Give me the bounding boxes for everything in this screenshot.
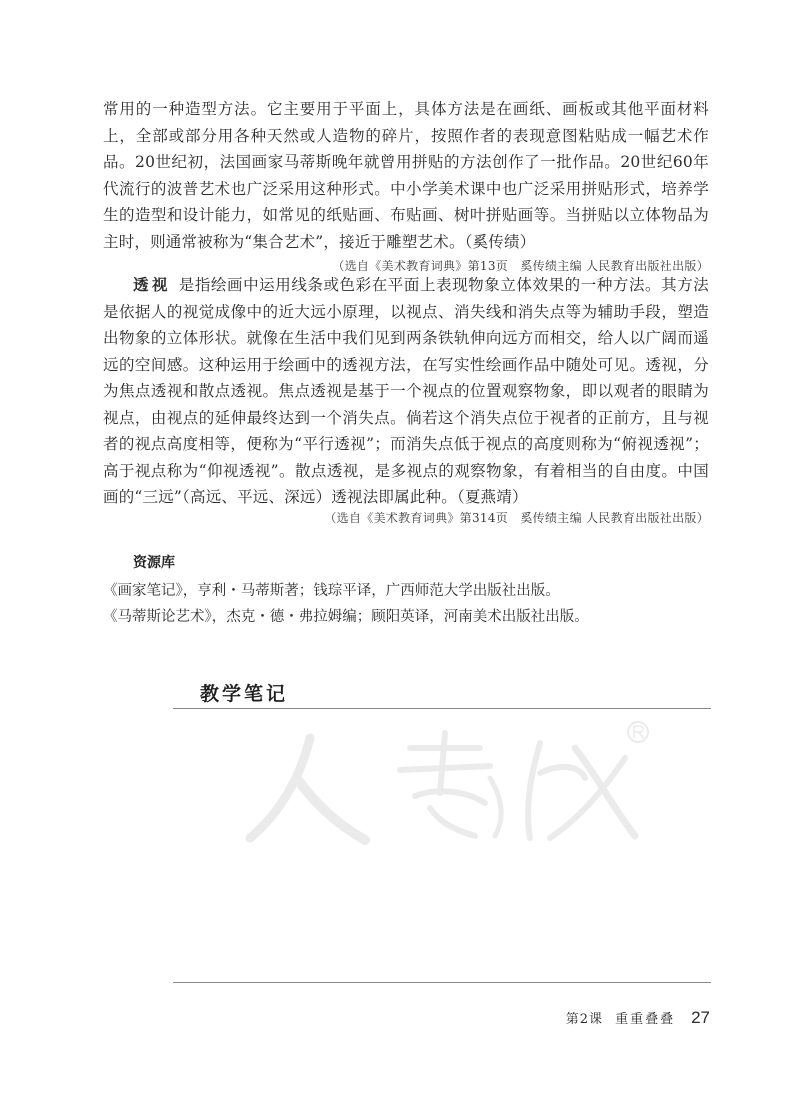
resource-library-title: 资源库 [133,555,175,571]
perspective-term: 透视 [133,275,171,294]
publisher-watermark-logo [240,718,660,848]
page-footer [566,1008,710,1028]
collage-paragraph-text: 常用的一种造型方法。它主要用于平面上，具体方法是在画纸、画板或其他平面材料上，全部或部分用各种天然或人造物的碎片，按照作者的表现意图粘贴成一幅艺术作品。20世纪初，法国画家马蒂斯晚年就曾用拼贴的方法创作了一批作品。20世纪60年代流行的波普艺术也广泛采用这种形式。中小学美术课中也广泛采用拼贴形式，培养学生的造型和设计能力，如常见的纸贴画、布贴画、树叶拼贴画等。当拼贴以立体物品为主时，则通常被称为“集合艺术”，接近于雕塑艺术。（奚传绩） [103,100,710,251]
perspective-source-citation: （选自《美术教育词典》第314页 奚传绩主编 人民教育出版社出版） [324,511,709,525]
footer-lesson-label: 第2课 [565,1012,604,1027]
notes-top-rule [173,708,711,709]
resource-item: 《马蒂斯论艺术》，杰克・德・弗拉姆编；顾阳英译，河南美术出版社出版。 [103,609,589,625]
resource-library [103,552,709,630]
perspective-paragraph [103,272,709,511]
resource-item: 《画家笔记》，亨利・马蒂斯著；钱琮平译，广西师范大学出版社出版。 [103,583,560,599]
teaching-notes-title: 教学笔记 [200,683,289,705]
footer-lesson-title: 重重叠叠 [615,1012,676,1027]
page-number: 27 [691,1008,710,1027]
notes-bottom-rule [173,982,711,983]
collage-source-citation: （选自《美术教育词典》第13页 奚传绩主编 人民教育出版社出版） [332,259,709,273]
perspective-paragraph-text: 是指绘画中运用线条或色彩在平面上表现物象立体效果的一种方法。其方法是依据人的视觉成像中的近大远小原理，以视点、消失线和消失点等为辅助手段，塑造出物象的立体形状。就像在生活中我们见到两条铁轨伸向远方而相交，给人以广阔而遥远的空间感。这种运用于绘画中的透视方法，在写实性绘画作品中随处可见。透视，分为焦点透视和散点透视。焦点透视是基于一个视点的位置观察物象，即以观者的眼睛为视点，由视点的延伸最终达到一个消失点。倘若这个消失点位于视者的正前方，且与视者的视点高度相等，便称为“平行透视”；而消失点低于视点的高度则称为“俯视透视”；高于视点称为“仰视透视”。散点透视，是多视点的观察物象，有着相当的自由度。中国画的“三远”（高远、平远、深远）透视法即属此种。（夏燕靖） [103,276,709,506]
collage-paragraph [103,96,709,255]
